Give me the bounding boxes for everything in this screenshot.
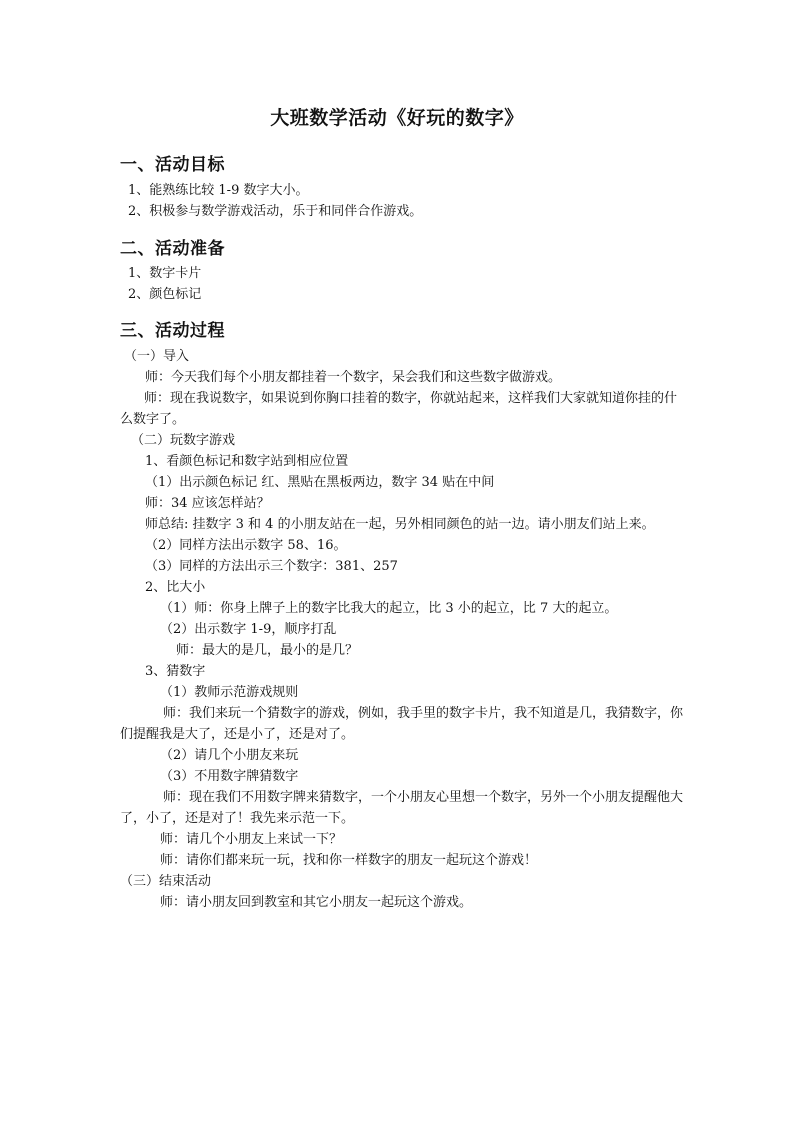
step-item: （1）师：你身上牌子上的数字比我大的起立，比 3 小的起立，比 7 大的起立。 [160, 601, 618, 616]
dialogue-line: 师：请小朋友回到教室和其它小朋友一起玩这个游戏。 [160, 895, 473, 910]
section-heading-goals: 一、活动目标 [120, 155, 225, 175]
dialogue-line: 师：请几个小朋友上来试一下？ [160, 832, 343, 847]
dialogue-line: 师：请你们都来玩一玩，找和你一样数字的朋友一起玩这个游戏！ [160, 853, 538, 868]
step-item: （2）同样方法出示数字 58、16。 [145, 538, 347, 553]
dialogue-line: 师总结: 挂数字 3 和 4 的小朋友站在一起，另外相同颜色的站一边。请小朋友们站上来。 [145, 517, 655, 532]
subheading-end: （三）结束活动 [120, 874, 212, 889]
prep-item: 2、颜色标记 [128, 287, 202, 302]
step-item: （3）不用数字牌猜数字 [160, 769, 299, 784]
subheading-intro: （一）导入 [124, 349, 190, 364]
dialogue-paragraph: 师：现在我说数字，如果说到你胸口挂着的数字，你就站起来，这样我们大家就知道你挂的什么数字了。 [120, 391, 678, 427]
step-heading: 1、看颜色标记和数字站到相应位置 [145, 454, 349, 469]
dialogue-line: 师：今天我们每个小朋友都挂着一个数字，呆会我们和这些数字做游戏。 [145, 370, 562, 385]
dialogue-paragraph: 师：现在我们不用数字牌来猜数字，一个小朋友心里想一个数字，另外一个小朋友提醒他大了，小了，还是对了！我先来示范一下。 [120, 790, 684, 826]
goal-item: 2、积极参与数学游戏活动，乐于和同伴合作游戏。 [128, 204, 423, 219]
section-heading-process: 三、活动过程 [120, 321, 225, 341]
document-title: 大班数学活动《好玩的数字》 [270, 107, 524, 129]
step-item: （1）出示颜色标记 红、黑贴在黑板两边，数字 34 贴在中间 [145, 475, 495, 490]
step-item: （2）出示数字 1-9，顺序打乱 [160, 622, 337, 637]
prep-item: 1、数字卡片 [128, 266, 202, 281]
step-item: （3）同样的方法出示三个数字：381、257 [145, 559, 398, 574]
subheading-play: （二）玩数字游戏 [131, 433, 236, 448]
dialogue-line: 师：34 应该怎样站？ [145, 496, 270, 511]
step-heading: 3、猜数字 [145, 664, 206, 679]
step-heading: 2、比大小 [145, 580, 206, 595]
step-item: （2）请几个小朋友来玩 [160, 748, 299, 763]
dialogue-paragraph: 师：我们来玩一个猜数字的游戏，例如，我手里的数字卡片，我不知道是几，我猜数字，你们提醒我是大了，还是小了，还是对了。 [120, 706, 684, 742]
goal-item: 1、能熟练比较 1-9 数字大小。 [128, 183, 309, 198]
dialogue-line: 师：最大的是几，最小的是几？ [176, 643, 359, 658]
section-heading-prep: 二、活动准备 [120, 239, 225, 259]
step-item: （1）教师示范游戏规则 [160, 685, 299, 700]
